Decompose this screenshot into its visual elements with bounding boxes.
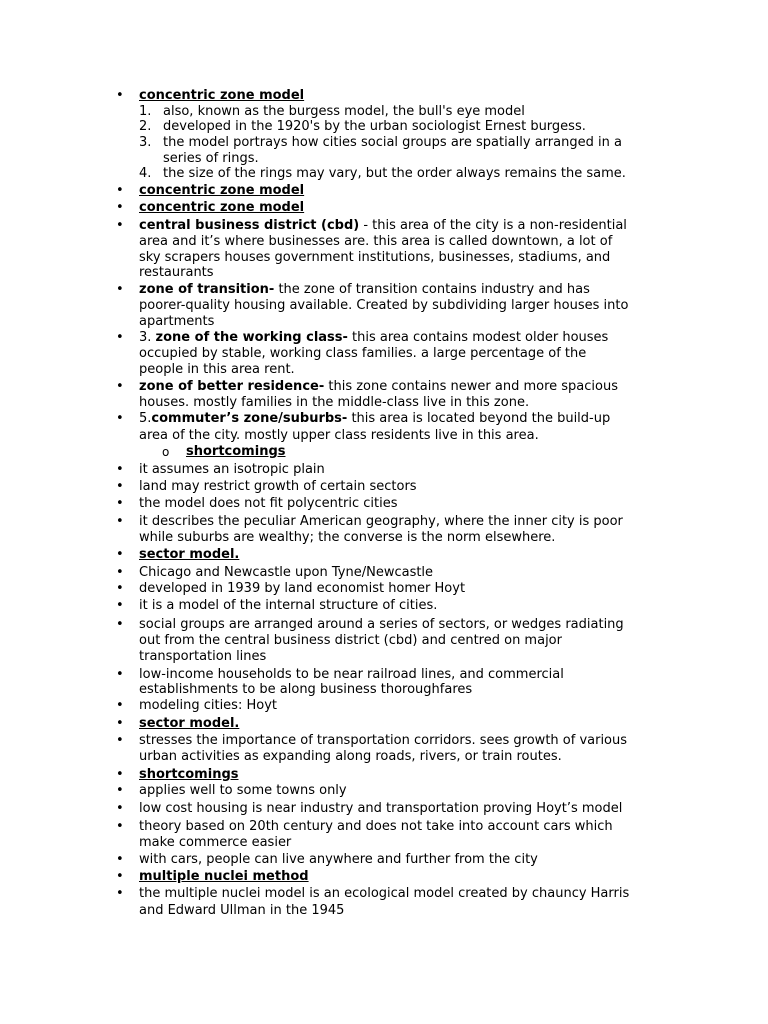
section-heading: concentric zone model xyxy=(139,200,305,215)
body-text: also, known as the burgess model, the bull's eye model xyxy=(163,104,525,119)
list-item-line xyxy=(139,314,214,330)
bullet-marker: • xyxy=(116,200,124,215)
list-item-line xyxy=(139,462,325,478)
list-item-line xyxy=(139,428,539,444)
list-item-line xyxy=(139,819,613,835)
bullet-marker: • xyxy=(116,183,124,198)
bullet-marker: • xyxy=(116,565,124,580)
body-text: 3. xyxy=(139,330,156,345)
body-text: the zone of transition contains industry and has xyxy=(274,282,590,297)
list-number: 2. xyxy=(139,119,152,134)
bold-term: zone of better residence- xyxy=(139,379,325,394)
bullet-marker: • xyxy=(116,547,124,562)
section-heading: concentric zone model xyxy=(139,88,305,103)
body-text: the size of the rings may vary, but the order always remains the same. xyxy=(163,166,626,181)
list-item-line xyxy=(139,379,618,395)
circle-bullet-marker: o xyxy=(162,445,170,459)
body-text: social groups are arranged around a series of sectors, or wedges radiating xyxy=(139,617,624,632)
list-item-line xyxy=(163,135,622,151)
section-heading: shortcomings xyxy=(139,767,239,782)
bullet-marker: • xyxy=(116,581,124,596)
list-item-line xyxy=(139,330,608,346)
list-item-line xyxy=(139,362,295,378)
list-item-line xyxy=(139,200,304,216)
list-item-line xyxy=(139,250,610,266)
body-text: this area contains modest older houses xyxy=(347,330,609,345)
bullet-marker: • xyxy=(116,783,124,798)
list-item-line xyxy=(139,698,277,714)
bullet-marker: • xyxy=(116,819,124,834)
list-item-line xyxy=(139,514,623,530)
body-text: it assumes an isotropic plain xyxy=(139,462,325,477)
list-item-line xyxy=(139,298,628,314)
body-text: it describes the peculiar American geography, where the inner city is poor xyxy=(139,514,623,529)
bullet-marker: • xyxy=(116,733,124,748)
body-text: sky scrapers houses government institutions, businesses, stadiums, and xyxy=(139,250,611,265)
list-item-line xyxy=(139,530,555,546)
list-item-line xyxy=(139,411,610,427)
body-text: and Edward Ullman in the 1945 xyxy=(139,903,345,918)
list-item-line xyxy=(139,767,239,783)
body-text: transportation lines xyxy=(139,649,267,664)
list-item-line xyxy=(139,886,629,902)
body-text: houses. mostly families in the middle-class live in this zone. xyxy=(139,395,530,410)
bullet-marker: • xyxy=(116,716,124,731)
list-item-line xyxy=(139,682,472,698)
list-number: 1. xyxy=(139,104,152,119)
body-text: theory based on 20th century and does not take into account cars which xyxy=(139,819,613,834)
list-item-line xyxy=(163,104,525,120)
list-item-line xyxy=(139,581,465,597)
body-text: the model portrays how cities social groups are spatially arranged in a xyxy=(163,135,622,150)
body-text: urban activities as expanding along roads, rivers, or train routes. xyxy=(139,749,562,764)
section-heading: multiple nuclei method xyxy=(139,869,309,884)
bullet-marker: • xyxy=(116,767,124,782)
body-text: developed in 1939 by land economist homer Hoyt xyxy=(139,581,466,596)
list-item-line xyxy=(139,801,622,817)
bullet-marker: • xyxy=(116,598,124,613)
list-item-line xyxy=(139,733,627,749)
body-text: poorer-quality housing available. Created by subdividing larger houses into xyxy=(139,298,629,313)
body-text: area and it’s where businesses are. this area is called downtown, a lot of xyxy=(139,234,613,249)
body-text: people in this area rent. xyxy=(139,362,295,377)
body-text: apartments xyxy=(139,314,215,329)
body-text: applies well to some towns only xyxy=(139,783,347,798)
bullet-marker: • xyxy=(116,282,124,297)
body-text: restaurants xyxy=(139,265,214,280)
list-item-line xyxy=(139,667,564,683)
list-item-line xyxy=(186,444,286,460)
body-text: developed in the 1920's by the urban sociologist Ernest burgess. xyxy=(163,119,586,134)
body-text: modeling cities: Hoyt xyxy=(139,698,277,713)
bullet-marker: • xyxy=(116,886,124,901)
list-item-line xyxy=(139,496,398,512)
bullet-marker: • xyxy=(116,479,124,494)
list-number: 3. xyxy=(139,135,152,150)
bullet-marker: • xyxy=(116,496,124,511)
list-item-line xyxy=(163,166,626,182)
list-item-line xyxy=(139,88,304,104)
body-text: out from the central business district (cbd) and centred on major xyxy=(139,633,562,648)
bullet-marker: • xyxy=(116,617,124,632)
list-item-line xyxy=(139,282,590,298)
body-text: 5. xyxy=(139,411,152,426)
list-item-line xyxy=(139,547,239,563)
list-item-line xyxy=(139,479,417,495)
list-item-line xyxy=(139,234,612,250)
list-item-line xyxy=(139,835,291,851)
body-text: low-income households to be near railroad lines, and commercial xyxy=(139,667,564,682)
bullet-marker: • xyxy=(116,218,124,233)
list-item-line xyxy=(163,151,259,167)
list-item-line xyxy=(139,649,266,665)
list-item-line xyxy=(139,565,433,581)
body-text: Chicago and Newcastle upon Tyne/Newcastle xyxy=(139,565,434,580)
list-item-line xyxy=(139,218,627,234)
bold-term: zone of the working class- xyxy=(155,330,348,345)
bullet-marker: • xyxy=(116,852,124,867)
body-text: the multiple nuclei model is an ecological model created by chauncy Harris xyxy=(139,886,630,901)
section-heading: shortcomings xyxy=(186,444,286,459)
body-text: low cost housing is near industry and transportation proving Hoyt’s model xyxy=(139,801,623,816)
body-text: series of rings. xyxy=(163,151,259,166)
body-text: - this area of the city is a non-residential xyxy=(359,218,627,233)
bullet-marker: • xyxy=(116,88,124,103)
body-text: the model does not fit polycentric cities xyxy=(139,496,398,511)
bold-term: zone of transition- xyxy=(139,282,275,297)
section-heading: sector model. xyxy=(139,716,240,731)
list-number: 4. xyxy=(139,166,152,181)
list-item-line xyxy=(139,852,538,868)
body-text: while suburbs are wealthy; the converse is the norm elsewhere. xyxy=(139,530,556,545)
bullet-marker: • xyxy=(116,869,124,884)
list-item-line xyxy=(139,903,344,919)
list-item-line xyxy=(163,119,586,135)
list-item-line xyxy=(139,346,586,362)
body-text: land may restrict growth of certain sectors xyxy=(139,479,417,494)
section-heading: concentric zone model xyxy=(139,183,305,198)
list-item-line xyxy=(139,716,239,732)
bullet-marker: • xyxy=(116,330,124,345)
bold-term: central business district (cbd) xyxy=(139,218,360,233)
bullet-marker: • xyxy=(116,411,124,426)
bullet-marker: • xyxy=(116,698,124,713)
body-text: it is a model of the internal structure of cities. xyxy=(139,598,438,613)
list-item-line xyxy=(139,869,309,885)
body-text: with cars, people can live anywhere and further from the city xyxy=(139,852,538,867)
bullet-marker: • xyxy=(116,801,124,816)
body-text: occupied by stable, working class families. a large percentage of the xyxy=(139,346,587,361)
body-text: area of the city. mostly upper class residents live in this area. xyxy=(139,428,539,443)
body-text: establishments to be along business thoroughfares xyxy=(139,682,473,697)
body-text: stresses the importance of transportation corridors. sees growth of various xyxy=(139,733,628,748)
list-item-line xyxy=(139,617,624,633)
bullet-marker: • xyxy=(116,514,124,529)
list-item-line xyxy=(139,183,304,199)
bullet-marker: • xyxy=(116,462,124,477)
section-heading: sector model. xyxy=(139,547,240,562)
list-item-line xyxy=(139,783,347,799)
list-item-line xyxy=(139,395,529,411)
list-item-line xyxy=(139,265,214,281)
body-text: this zone contains newer and more spacious xyxy=(324,379,618,394)
body-text: make commerce easier xyxy=(139,835,292,850)
bullet-marker: • xyxy=(116,379,124,394)
list-item-line xyxy=(139,633,562,649)
list-item-line xyxy=(139,749,562,765)
list-item-line xyxy=(139,598,437,614)
bold-term: commuter’s zone/suburbs- xyxy=(151,411,348,426)
bullet-marker: • xyxy=(116,667,124,682)
body-text: this area is located beyond the build-up xyxy=(347,411,611,426)
